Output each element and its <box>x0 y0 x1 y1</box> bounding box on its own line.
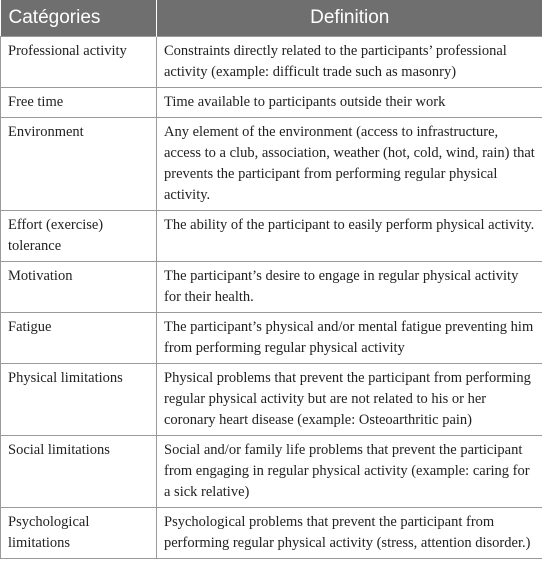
header-definition: Definition <box>157 0 542 37</box>
table-row <box>1 508 542 559</box>
definition-cell: The participant’s physical and/or mental fatigue preventing him from performing regular physical activity <box>157 313 542 364</box>
category-cell: Motivation <box>1 262 157 313</box>
table-row <box>1 118 542 211</box>
table-row <box>1 364 542 436</box>
definition-cell: Psychological problems that prevent the participant from performing regular physical activity (stress, attention disorder.) <box>157 508 542 559</box>
table-row <box>1 211 542 262</box>
header-categories: Catégories <box>1 0 157 37</box>
table-row <box>1 262 542 313</box>
definition-cell: Physical problems that prevent the participant from performing regular physical activity but are not related to his or her coronary heart disease (example: Osteoarthritic pain) <box>157 364 542 436</box>
category-cell: Fatigue <box>1 313 157 364</box>
header-row <box>1 0 542 37</box>
table-row <box>1 37 542 88</box>
definition-cell: The ability of the participant to easily perform physical activity. <box>157 211 542 262</box>
category-cell: Free time <box>1 88 157 118</box>
definition-cell: Any element of the environment (access to infrastructure, access to a club, association, weather (hot, cold, wind, rain) that prevents the participant from performing regular physical activity. <box>157 118 542 211</box>
definition-cell: The participant’s desire to engage in regular physical activity for their health. <box>157 262 542 313</box>
category-cell: Psychological limitations <box>1 508 157 559</box>
category-cell: Environment <box>1 118 157 211</box>
category-cell: Effort (exercise) tolerance <box>1 211 157 262</box>
definition-cell: Social and/or family life problems that prevent the participant from engaging in regular physical activity (example: caring for a sick relative) <box>157 436 542 508</box>
table-row <box>1 88 542 118</box>
table-row <box>1 313 542 364</box>
table-row <box>1 436 542 508</box>
definition-cell: Time available to participants outside their work <box>157 88 542 118</box>
definition-cell: Constraints directly related to the participants’ professional activity (example: difficult trade such as masonry) <box>157 37 542 88</box>
category-cell: Professional activity <box>1 37 157 88</box>
category-cell: Physical limitations <box>1 364 157 436</box>
category-cell: Social limitations <box>1 436 157 508</box>
